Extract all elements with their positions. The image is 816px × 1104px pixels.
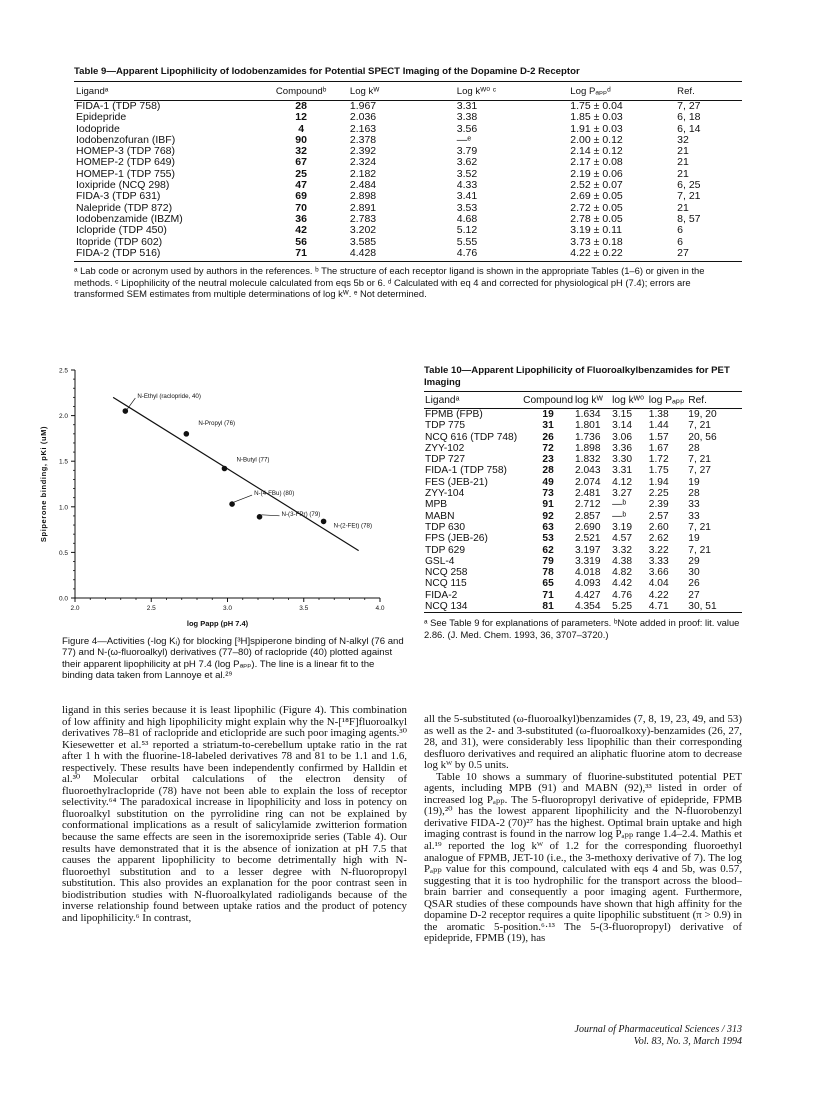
table-cell: FIDA-1 (TDP 758): [425, 465, 507, 477]
table-cell: 33: [688, 510, 700, 522]
table-row: [424, 578, 742, 589]
table-cell: 3.79: [456, 145, 478, 158]
table-cell: 2.712: [575, 499, 601, 511]
table-cell: 4.68: [456, 212, 478, 225]
x-tick-label: 2.0: [70, 605, 80, 612]
table-cell: —ᵇ: [612, 510, 627, 522]
label-leader-line: [234, 495, 252, 502]
table-cell: 4.22 ± 0.22: [570, 246, 623, 259]
table-cell: 2.17 ± 0.08: [570, 156, 623, 169]
table-cell: 25: [295, 167, 307, 180]
table-cell: 1.967: [349, 100, 377, 112]
table-row: [424, 511, 742, 522]
table-cell: 3.31: [456, 100, 478, 112]
table-cell: 2.324: [349, 156, 377, 169]
table-cell: FPMB (FPB): [425, 409, 483, 420]
table-cell: 4.57: [612, 533, 632, 545]
table-cell: 1.85 ± 0.03: [570, 111, 623, 124]
table-row: [424, 420, 742, 431]
table-cell: 70: [295, 201, 307, 214]
table-cell: 1.72: [648, 454, 669, 466]
table-row: [424, 601, 742, 613]
table-cell: ZYY-104: [425, 488, 465, 500]
table-cell: 3.585: [349, 235, 377, 248]
table-cell: 3.14: [612, 420, 632, 432]
table-cell: 2.392: [349, 145, 377, 158]
table-cell: 49: [542, 476, 554, 488]
table-cell: 71: [542, 589, 554, 601]
figure-4: [30, 362, 400, 632]
table-cell: 8, 57: [677, 212, 701, 225]
table-cell: 2.074: [575, 476, 601, 488]
table-cell: 26: [542, 431, 554, 443]
table-cell: 7, 27: [688, 465, 711, 477]
column-header: log kᵂ⁰: [611, 392, 648, 409]
table-cell: 3.30: [612, 454, 632, 466]
data-point-label: N-Ethyl (raclopride, 40): [137, 393, 201, 401]
table-cell: 27: [677, 246, 689, 259]
table-cell: 4.76: [456, 246, 478, 259]
table-cell: 30, 51: [688, 601, 717, 613]
table-row: [74, 248, 742, 262]
table-cell: 3.32: [612, 544, 632, 556]
table-cell: 19: [542, 409, 554, 420]
column-header: Ref.: [687, 392, 742, 409]
table-cell: 31: [542, 420, 554, 432]
y-tick-label: 0.0: [58, 595, 68, 603]
data-point: [229, 501, 235, 507]
column-header: Ligandᵃ: [74, 82, 254, 101]
table-cell: NCQ 115: [425, 578, 467, 590]
body-column-left: [62, 705, 407, 924]
table-cell: 21: [677, 167, 689, 180]
table-cell: FES (JEB-21): [425, 476, 488, 488]
table-cell: 2.857: [575, 510, 601, 522]
table-cell: 1.75 ± 0.04: [570, 100, 623, 112]
column-header: Compound: [522, 392, 574, 409]
table-cell: 53: [542, 533, 554, 545]
y-tick-label: 1.5: [58, 458, 68, 466]
table-cell: 7, 21: [688, 420, 711, 432]
table-cell: 28: [688, 442, 700, 454]
table-cell: Ioxipride (NCQ 298): [76, 179, 170, 192]
table-cell: 5.12: [456, 224, 478, 237]
table-cell: 3.22: [648, 544, 669, 556]
table-cell: Iodobenzofuran (IBF): [76, 133, 176, 146]
table-cell: Iclopride (TDP 450): [76, 224, 167, 237]
table-cell: 63: [542, 521, 554, 533]
table-row: [74, 180, 742, 191]
data-point: [257, 514, 263, 520]
table-row: [74, 101, 742, 113]
table-cell: NCQ 258: [425, 567, 468, 579]
table-cell: 2.60: [648, 521, 669, 533]
table-cell: 4.42: [612, 578, 632, 590]
table-cell: 1.94: [648, 476, 669, 488]
table-cell: 19: [688, 533, 700, 545]
table-cell: 7, 21: [688, 544, 711, 556]
table-cell: 2.00 ± 0.12: [570, 133, 623, 146]
table-cell: 7, 21: [688, 521, 711, 533]
table-cell: 2.036: [349, 111, 377, 124]
table-cell: 79: [542, 555, 554, 567]
table-cell: 1.38: [648, 409, 669, 420]
body-paragraph: all the 5-substituted (ω-fluoroalkyl)benzamides (7, 8, 19, 23, 49, and 53) as well as the 2- and 3-substituted (ω-fluoroalkoxy)-benzamides (26, 27, 28, and 31), were considerably less lipophilic than their corresponding desfluoro derivatives and required an aliphatic fluorine atom to decrease log kᵂ by 0.5 units.: [424, 713, 742, 772]
table-row: [424, 590, 742, 601]
table-cell: 2.484: [349, 179, 377, 192]
y-tick-label: 1.0: [58, 504, 68, 512]
table-cell: 21: [677, 201, 689, 214]
figure-4-caption: Figure 4—Activities (-log Kᵢ) for blocking [³H]spiperone binding of N-alkyl (76 and 77) and N-(ω-fluoroalkyl) derivatives (77–80) of raclopride (40) plotted against their apparent lipophilicity at pH 7.4 (log Pₐₚₚ). The line is a linear fit to the binding data taken from Lannoye et al.²⁹: [62, 636, 404, 681]
table-cell: 1.67: [648, 442, 669, 454]
table-cell: TDP 629: [425, 544, 466, 556]
page-footer: [575, 1024, 742, 1048]
table-cell: 2.57: [648, 510, 669, 522]
column-header: Log kᵂ: [348, 82, 455, 101]
table-cell: 2.25: [648, 488, 669, 500]
table-10-caption: Table 10—Apparent Lipophilicity of Fluoroalkylbenzamides for PET Imaging: [424, 365, 730, 388]
table-cell: 7, 21: [677, 190, 701, 203]
table-cell: 91: [542, 499, 554, 511]
table-cell: 4.76: [612, 589, 632, 601]
table-cell: 21: [677, 145, 689, 158]
table-cell: 2.182: [349, 167, 377, 180]
volume-info: Vol. 83, No. 3, March 1994: [633, 1036, 742, 1047]
table-cell: 4.71: [648, 601, 669, 613]
table-cell: 2.481: [575, 488, 601, 500]
table-cell: 3.38: [456, 111, 478, 124]
table-cell: 2.043: [575, 465, 601, 477]
table-cell: 1.801: [575, 420, 601, 432]
table-cell: HOMEP-2 (TDP 649): [76, 156, 175, 169]
table-cell: 3.41: [456, 190, 478, 203]
table-cell: 2.19 ± 0.06: [570, 167, 623, 180]
table-cell: 2.78 ± 0.05: [570, 212, 623, 225]
table-cell: 73: [542, 488, 554, 500]
table-cell: 12: [295, 111, 307, 124]
table-cell: 4.82: [612, 567, 632, 579]
table-cell: 1.44: [648, 420, 669, 432]
table-cell: 4.018: [575, 567, 601, 579]
table-cell: FIDA-2 (TDP 516): [76, 246, 161, 259]
table-cell: Itopride (TDP 602): [76, 235, 163, 248]
table-row: [424, 522, 742, 533]
column-header: Compoundᵇ: [254, 82, 348, 101]
table-cell: 4.354: [575, 601, 601, 613]
table-cell: 3.27: [612, 488, 632, 500]
table-cell: 78: [542, 567, 554, 579]
table-cell: 2.783: [349, 212, 377, 225]
table-cell: 26: [688, 578, 700, 590]
table-row: [424, 477, 742, 488]
column-header: log kᵂ: [574, 392, 611, 409]
table-cell: FPS (JEB-26): [425, 533, 488, 545]
table-row: [424, 454, 742, 465]
table-9-caption: Table 9—Apparent Lipophilicity of Iodobenzamides for Potential SPECT Imaging of the Dopamine D-2 Receptor: [74, 66, 580, 77]
table-cell: GSL-4: [425, 555, 455, 567]
data-point: [321, 519, 327, 525]
table-cell: 1.898: [575, 442, 601, 454]
table-cell: 42: [295, 224, 307, 237]
table-cell: 1.736: [575, 431, 601, 443]
table-row: [74, 169, 742, 180]
table-cell: 3.31: [612, 465, 632, 477]
table-cell: 92: [542, 510, 554, 522]
table-cell: 28: [688, 488, 700, 500]
table-cell: 3.19 ± 0.11: [570, 224, 622, 237]
table-cell: 7, 27: [677, 100, 701, 112]
table-cell: 65: [542, 578, 554, 590]
column-header: Ref.: [675, 82, 742, 101]
table-cell: 5.55: [456, 235, 478, 248]
table-cell: 2.891: [349, 201, 377, 214]
table-cell: 2.69 ± 0.05: [570, 190, 623, 203]
y-tick-label: 2.0: [58, 413, 68, 421]
table-cell: 90: [295, 133, 307, 146]
data-point-label: N-(2-FEt) (78): [333, 522, 373, 530]
table-row: [424, 556, 742, 567]
table-cell: 3.33: [648, 555, 669, 567]
table-cell: 3.36: [612, 442, 632, 454]
table-cell: 23: [542, 454, 554, 466]
table-cell: 3.19: [612, 521, 632, 533]
table-cell: 36: [295, 212, 307, 225]
table-cell: HOMEP-3 (TDP 768): [76, 145, 175, 158]
label-leader-line: [127, 398, 135, 409]
table-cell: 4.04: [648, 578, 669, 590]
table-cell: 69: [295, 190, 307, 203]
table-cell: 4: [298, 122, 305, 135]
table-cell: 71: [295, 246, 307, 259]
table-cell: 1.57: [648, 431, 669, 443]
label-leader-line: [262, 515, 280, 516]
table-cell: 62: [542, 544, 554, 556]
table-10-footnote: ᵃ See Table 9 for explanations of parameters. ᵇNote added in proof: lit. value 2.86. (J. Med. Chem. 1993, 36, 3707–3720.): [424, 617, 740, 640]
table-cell: 4.33: [456, 179, 478, 192]
table-cell: 4.38: [612, 555, 632, 567]
table-cell: 21: [677, 156, 689, 169]
table-row: [74, 191, 742, 202]
y-axis-label: Spiperone binding, pKi (uM): [39, 425, 48, 543]
table-cell: 67: [295, 156, 307, 169]
data-point: [123, 408, 129, 414]
table-cell: 3.53: [456, 201, 478, 214]
table-cell: 81: [542, 601, 554, 613]
table-cell: 2.521: [575, 533, 601, 545]
table-cell: FIDA-1 (TDP 758): [76, 100, 161, 112]
table-cell: 2.72 ± 0.05: [570, 201, 623, 214]
table-cell: —ᵇ: [612, 499, 627, 511]
table-cell: 2.378: [349, 133, 377, 146]
data-point-label: N-(4-FBu) (80): [254, 490, 295, 498]
table-cell: MABN: [425, 510, 455, 522]
table-row: [424, 443, 742, 454]
table-row: [424, 533, 742, 544]
table-cell: 3.06: [612, 431, 632, 443]
table-cell: 72: [542, 442, 554, 454]
column-header: Log kᵂ⁰ ᶜ: [455, 82, 569, 101]
table-cell: 19, 20: [688, 409, 717, 420]
table-row: [74, 237, 742, 248]
table-cell: FIDA-2: [425, 589, 458, 601]
table-cell: Nalepride (TDP 872): [76, 201, 173, 214]
table-cell: 7, 21: [688, 454, 711, 466]
table-cell: NCQ 616 (TDP 748): [425, 431, 518, 443]
journal-page: Journal of Pharmaceutical Sciences / 313: [574, 1024, 742, 1035]
table-cell: 1.75: [648, 465, 669, 477]
table-10-grid: [424, 391, 742, 613]
data-point-label: N-Butyl (77): [236, 456, 270, 464]
table-cell: 3.73 ± 0.18: [570, 235, 623, 248]
table-row: [424, 409, 742, 421]
table-cell: 3.202: [349, 224, 377, 237]
table-cell: Iodobenzamide (IBZM): [76, 212, 183, 225]
table-cell: 29: [688, 555, 700, 567]
x-tick-label: 3.5: [299, 605, 309, 612]
x-tick-label: 3.0: [222, 605, 233, 612]
column-header: Ligandᵃ: [424, 392, 522, 409]
y-tick-label: 2.5: [58, 367, 68, 375]
table-cell: 1.91 ± 0.03: [570, 122, 623, 135]
table-10: [424, 365, 742, 640]
table-cell: 2.39: [648, 499, 669, 511]
table-cell: 30: [688, 567, 700, 579]
data-point-label: N-(3-FPr) (79): [281, 510, 321, 518]
table-cell: HOMEP-1 (TDP 755): [76, 167, 175, 180]
table-cell: 2.14 ± 0.12: [570, 145, 623, 158]
table-cell: 2.898: [349, 190, 377, 203]
data-point-label: N-Propyl (76): [198, 419, 236, 427]
table-cell: 4.22: [648, 589, 669, 601]
table-cell: 32: [677, 133, 689, 146]
table-cell: 2.62: [648, 533, 669, 545]
table-row: [424, 545, 742, 556]
x-axis-label: log Papp (pH 7.4): [186, 619, 249, 628]
table-cell: 1.634: [575, 409, 601, 420]
x-tick-label: 4.0: [375, 605, 385, 612]
table-row: [424, 499, 742, 510]
table-cell: 28: [295, 100, 307, 112]
table-row: [424, 567, 742, 578]
table-cell: 6, 25: [677, 179, 701, 192]
table-cell: 5.25: [612, 601, 632, 613]
table-cell: MPB: [425, 499, 448, 511]
table-row: [424, 432, 742, 443]
y-tick-label: 0.5: [58, 549, 68, 557]
body-column-right: [424, 714, 742, 945]
table-cell: 2.163: [349, 122, 377, 135]
table-cell: —ᵉ: [456, 133, 472, 146]
table-cell: TDP 775: [425, 420, 466, 432]
table-cell: 6, 18: [677, 111, 701, 124]
table-cell: 3.56: [456, 122, 478, 135]
table-cell: 2.690: [575, 521, 601, 533]
body-paragraph: ligand in this series because it is least lipophilic (Figure 4). This combination of low affinity and high lipophilicity might explain why the N-[¹⁸F]fluoroalkyl derivatives 78–81 of raclopride and eticlopride are such poor imaging agents.³⁰ Kiesewetter et al.⁵³ reported a striatum-to-cerebellum uptake ratio in the rat after 1 h with the fluorine-18-labeled derivatives 78 and 81 to be 1.1 and 1.6, respectively. These results have been independently confirmed by Halldin et al.³⁰ Molecular orbital calculations of the electron density of fluoroethylraclopride (78) have not been able to explain the loss of receptor selectivity.⁶⁴ The paradoxical increase in lipophilicity and loss in potency on fluoroalkyl substitution on the pyrrolidine ring can not be explained by conformational implications as a result of salicylamide zwitterion formation because the same effects are seen in the isoremoxipride series (Table 4). Our results have demonstrated that it is the absence of ionization at pH 7.5 that causes the apparent lipophilicity to become detrimentally high with N-fluoroethyl substitution and to a lesser degree with N-fluoropropyl substitution. This also provides an explanation for the poor contrast seen in biodistribution studies with N-fluoroalkylated radioligands because of the inverse relationship found between uptake ratios and the product of potency and lipophilicity.⁶ In contrast,: [62, 704, 407, 924]
table-cell: 3.197: [575, 544, 601, 556]
data-point: [222, 466, 228, 472]
body-paragraph: Table 10 shows a summary of fluorine-substituted potential PET agents, including MPB (91) and MABN (92),³³ listed in order of increased log Pₐₚₚ. The 5-fluoropropyl derivative of epidepride, FPMB (19),²⁰ has the lowest apparent lipophilicity and the N-fluorobenzyl derivative FIDA-2 (70)²⁷ has the highest. Optimal brain uptake and high imaging contrast is found in the narrow log Pₐₚₚ range 1.4–2.4. Mathis et al.¹⁹ reported the log kᵂ of 1.2 for the corresponding fluoroethyl analogue of FPMB, JET-10 (i.e., the 3-methoxy derivative of 7). The log Pₐₚₚ value for this compound, calculated with eqs 4 and 5b, was 0.57, suggesting that it is too hydrophilic for the transport across the blood–brain barrier and consequently a poor imaging agent. Furthermore, QSAR studies of these compounds have shown that high affinity for the dopamine D-2 receptor requires a quite lipophilic substituent (π > 0.9) in the aromatic 5-position.⁶·¹³ The 5-(3-fluoropropyl) derivative of epidepride, FPMB (19), has: [424, 770, 742, 945]
table-cell: Epidepride: [76, 111, 127, 124]
table-cell: 4.428: [349, 246, 377, 259]
table-cell: Iodopride: [76, 122, 120, 135]
table-cell: 6: [677, 235, 684, 248]
table-row: [74, 112, 742, 123]
table-cell: FIDA-3 (TDP 631): [76, 190, 161, 203]
figure-4-plot: [30, 362, 400, 632]
table-9-footnote: ᵃ Lab code or acronym used by authors in the references. ᵇ The structure of each receptor ligand is shown in the appropriate Tables (1–6) or given in the methods. ᶜ Lipophilicity of the neutral molecule calculated from eqs 5b or 6. ᵈ Calculated with eq 4 and corrected for physiological pH (7.4); errors are transformed SEM estimates from multiple determinations of log kᵂ. ᵉ Not determined.: [74, 265, 705, 300]
table-cell: 1.832: [575, 454, 601, 466]
data-point: [184, 431, 190, 437]
table-row: [74, 225, 742, 236]
table-cell: 3.62: [456, 156, 478, 169]
table-cell: 6, 14: [677, 122, 701, 135]
table-cell: 32: [295, 145, 307, 158]
table-cell: 2.52 ± 0.07: [570, 179, 623, 192]
table-cell: 33: [688, 499, 700, 511]
table-cell: TDP 727: [425, 454, 466, 466]
table-cell: NCQ 134: [425, 601, 468, 613]
table-cell: 20, 56: [688, 431, 717, 443]
linear-fit-line: [113, 397, 359, 550]
table-cell: 4.093: [575, 578, 601, 590]
table-row: [74, 214, 742, 225]
table-cell: 28: [542, 465, 554, 477]
table-9-grid: [74, 81, 742, 262]
table-cell: ZYY-102: [425, 442, 465, 454]
table-row: [424, 488, 742, 499]
table-9: [74, 66, 742, 300]
table-cell: 3.319: [575, 555, 601, 567]
table-cell: 4.12: [612, 476, 632, 488]
column-header: log Pₐₚₚ: [648, 392, 688, 409]
column-header: Log Pₐₚₚᵈ: [568, 82, 675, 101]
table-cell: 3.15: [612, 409, 632, 420]
table-cell: 19: [688, 476, 700, 488]
x-tick-label: 2.5: [146, 605, 156, 612]
table-cell: 56: [295, 235, 307, 248]
table-cell: 47: [295, 179, 307, 192]
table-cell: 4.427: [575, 589, 601, 601]
table-cell: TDP 630: [425, 521, 466, 533]
table-cell: 27: [688, 589, 700, 601]
table-cell: 3.52: [456, 167, 478, 180]
table-cell: 6: [677, 224, 684, 237]
table-row: [424, 465, 742, 476]
table-cell: 3.66: [648, 567, 669, 579]
